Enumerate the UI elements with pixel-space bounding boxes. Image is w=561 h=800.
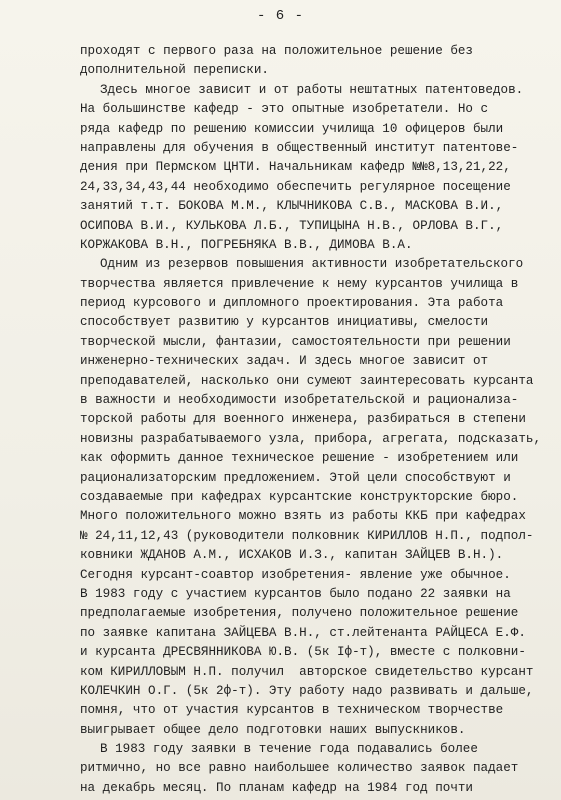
text-line: создаваемые при кафедрах курсантские конструкторские бюро.	[80, 489, 519, 504]
text-line: В 1983 году заявки в течение года подавались более	[100, 742, 478, 757]
text-line: КОРЖАКОВА В.Н., ПОГРЕБНЯКА В.В., ДИМОВА В.А.	[80, 237, 413, 252]
text-line: как оформить данное техническое решение - изобретением или	[80, 451, 519, 466]
text-line: направлены для обучения в общественный институт патентове-	[80, 140, 519, 155]
text-line: КОЛЕЧКИН О.Г. (5к 2ф-т). Эту работу надо развивать и дальше,	[80, 683, 534, 698]
text-line: по заявке капитана ЗАЙЦЕВА В.Н., ст.лейтенанта РАЙЦЕСА Е.Ф.	[80, 625, 526, 640]
text-line: дополнительной переписки.	[80, 63, 269, 78]
paragraph-3	[80, 255, 540, 740]
text-line: Сегодня курсант-соавтор изобретения- явление уже обычное.	[80, 567, 511, 582]
text-line: период курсового и дипломного проектирования. Эта работа	[80, 296, 504, 311]
text-line: Одним из резервов повышения активности изобретательского	[100, 257, 524, 272]
text-line: предполагаемые изобретения, получено положительное решение	[80, 606, 519, 621]
document-body	[80, 42, 540, 798]
text-line: проходят с первого раза на положительное решение без	[80, 44, 473, 58]
text-line: ковники ЖДАНОВ А.М., ИСХАКОВ И.З., капитан ЗАЙЦЕВ В.Н.).	[80, 548, 504, 563]
text-line: ОСИПОВА В.И., КУЛЬКОВА Л.Б., ТУПИЦЫНА Н.В., ОРЛОВА В.Г.,	[80, 218, 504, 233]
text-line: Здесь многое зависит и от работы нештатных патентоведов.	[100, 82, 524, 97]
paragraph-1	[80, 42, 540, 81]
text-line: ряда кафедр по решению комиссии училища 10 офицеров были	[80, 121, 504, 136]
text-line: В 1983 году с участием курсантов было подано 22 заявки на	[80, 586, 511, 601]
text-line: № 24,11,12,43 (руководители полковник КИРИЛЛОВ Н.П., подпол-	[80, 528, 534, 543]
text-line: рационализаторским предложением. Этой цели способствуют и	[80, 470, 511, 485]
text-line: творческой мысли, фантазии, самостоятельности при решении	[80, 334, 511, 349]
text-line: ком КИРИЛЛОВЫМ Н.П. получил авторское свидетельство курсант	[80, 664, 534, 679]
page-number: - 6 -	[256, 8, 304, 24]
text-line: 24,33,34,43,44 необходимо обеспечить регулярное посещение	[80, 179, 511, 194]
text-line: На большинстве кафедр - это опытные изобретатели. Но с	[80, 102, 489, 117]
text-line: на декабрь месяц. По планам кафедр на 1984 год почти	[80, 780, 473, 795]
text-line: в важности и необходимости изобретательской и рационализа-	[80, 393, 519, 408]
text-line: творчества является привлечение к нему курсантов училища в	[80, 276, 519, 291]
text-line: помня, что от участия курсантов в техническом творчестве	[80, 703, 504, 718]
text-line: ритмично, но все равно наибольшее количество заявок падает	[80, 761, 519, 776]
text-line: занятий т.т. БОКОВА М.М., КЛЫЧНИКОВА С.В., МАСКОВА В.И.,	[80, 199, 504, 214]
text-line: Много положительного можно взять из работы ККБ при кафедрах	[80, 509, 526, 524]
text-line: преподавателей, насколько они сумеют заинтересовать курсанта	[80, 373, 534, 388]
text-line: торской работы для военного инженера, разбираться в степени	[80, 412, 526, 427]
text-line: и курсанта ДРЕСВЯННИКОВА Ю.В. (5к Іф-т), вместе с полковни-	[80, 645, 526, 660]
text-line: инженерно-технических задач. И здесь многое зависит от	[80, 354, 489, 369]
paragraph-4	[80, 740, 540, 798]
text-line: способствует развитию у курсантов инициативы, смелости	[80, 315, 489, 330]
text-line: выигрывает общее дело подготовки наших выпускников.	[80, 722, 466, 737]
text-line: дения при Пермском ЦНТИ. Начальникам кафедр №№8,13,21,22,	[80, 160, 511, 175]
paragraph-2	[80, 81, 540, 256]
text-line: новизны разрабатываемого узла, прибора, агрегата, подсказать,	[80, 431, 542, 446]
